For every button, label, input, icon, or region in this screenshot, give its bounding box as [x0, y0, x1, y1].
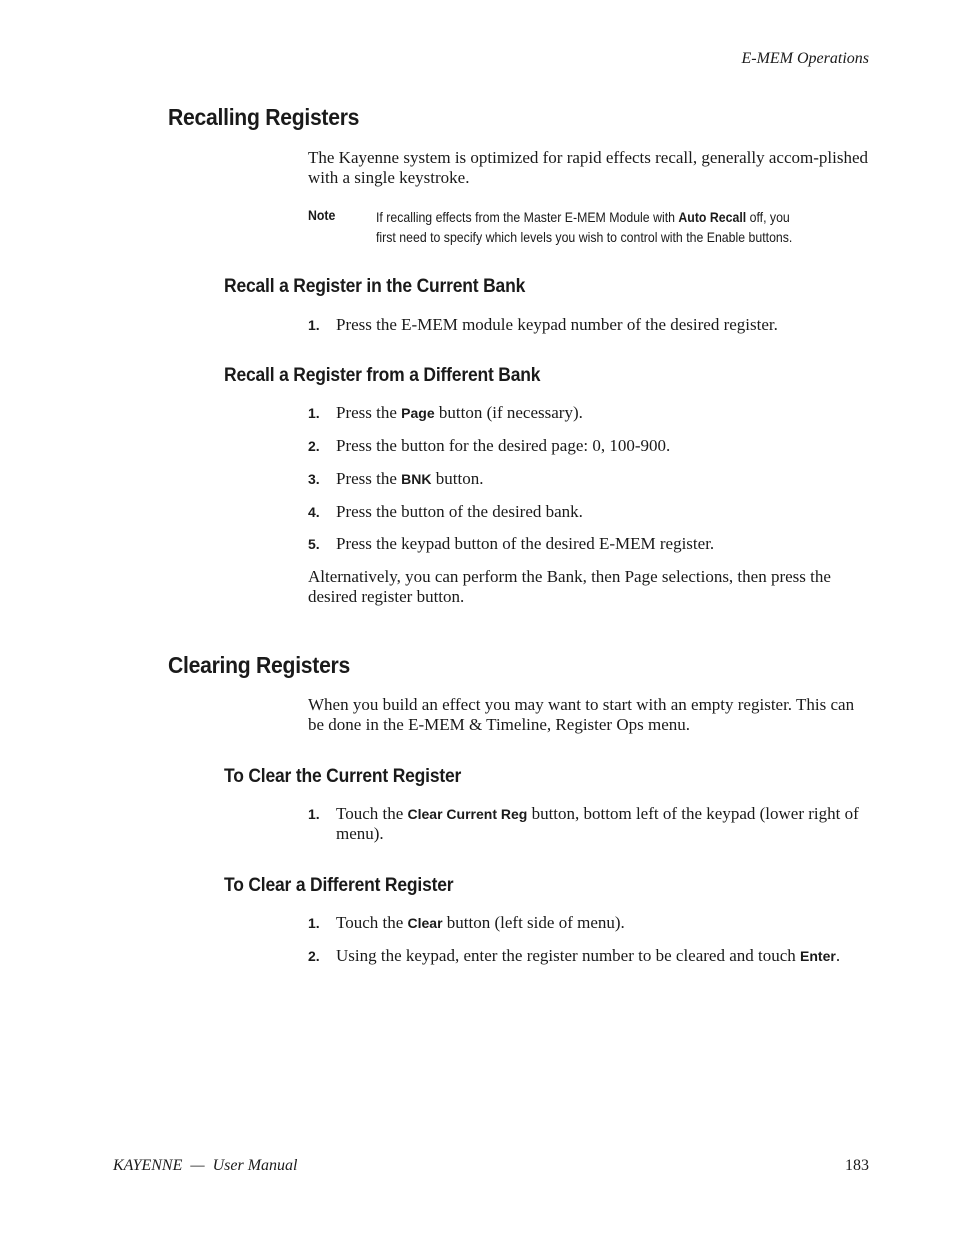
clear-button-label: Clear — [407, 915, 443, 931]
subsection-title-clear-different: To Clear a Different Register — [224, 875, 454, 896]
step-item — [308, 946, 873, 966]
step-text: Press the BNK button. — [336, 469, 484, 488]
step-item — [308, 502, 873, 522]
clearing-intro: When you build an effect you may want to start with an empty register. This can be done in the E-MEM & Timeline, Register Ops menu. — [308, 695, 855, 734]
subsection-title-different-bank: Recall a Register from a Different Bank — [224, 365, 541, 386]
step-item — [308, 315, 873, 335]
section-title-recalling: Recalling Registers — [168, 104, 360, 130]
note-label: Note — [308, 207, 336, 223]
step-text: Touch the Clear Current Reg button, bottom left of the keypad (lower right of menu). — [336, 804, 859, 843]
subsection-title-clear-current: To Clear the Current Register — [224, 766, 462, 787]
bnk-button-label: BNK — [401, 471, 432, 487]
note-text: If recalling effects from the Master E-MEM Module with Auto Recall off, you first need to specify which levels you wish to control with the Enable buttons. — [376, 209, 793, 245]
step-text: Press the E-MEM module keypad number of the desired register. — [336, 315, 778, 334]
step-item — [308, 403, 873, 423]
step-text: Press the button for the desired page: 0, 100-900. — [336, 436, 671, 455]
different-bank-closing: Alternatively, you can perform the Bank, then Page selections, then press the desired register button. — [308, 567, 831, 606]
subsection-title-current-bank: Recall a Register in the Current Bank — [224, 276, 526, 297]
step-number: 1. — [308, 405, 320, 421]
page-number: 183 — [845, 1157, 869, 1174]
step-number: 4. — [308, 504, 320, 520]
step-number: 3. — [308, 471, 320, 487]
step-item — [308, 534, 873, 554]
step-text: Using the keypad, enter the register number to be cleared and touch Enter. — [336, 946, 841, 965]
step-number: 1. — [308, 317, 320, 333]
step-number: 1. — [308, 806, 320, 822]
step-text: Touch the Clear button (left side of menu). — [336, 913, 625, 932]
footer-manual-title: KAYENNE — User Manual — [113, 1157, 298, 1174]
step-text: Press the Page button (if necessary). — [336, 403, 583, 422]
step-item — [308, 913, 873, 933]
step-text: Press the keypad button of the desired E-MEM register. — [336, 534, 715, 553]
step-text: Press the button of the desired bank. — [336, 502, 583, 521]
page-button-label: Page — [401, 405, 435, 421]
step-number: 2. — [308, 948, 320, 964]
step-item — [308, 436, 873, 456]
step-number: 1. — [308, 915, 320, 931]
section-title-clearing: Clearing Registers — [168, 652, 351, 678]
step-item — [308, 469, 873, 489]
step-number: 2. — [308, 438, 320, 454]
clear-current-reg-button-label: Clear Current Reg — [407, 806, 528, 822]
step-number: 5. — [308, 536, 320, 552]
auto-recall-ui-label: Auto Recall — [678, 209, 747, 225]
recalling-intro: The Kayenne system is optimized for rapid effects recall, generally accom-plished with a single keystroke. — [308, 148, 868, 187]
step-item — [308, 804, 873, 844]
running-header: E-MEM Operations — [741, 50, 869, 67]
enter-button-label: Enter — [800, 948, 836, 964]
